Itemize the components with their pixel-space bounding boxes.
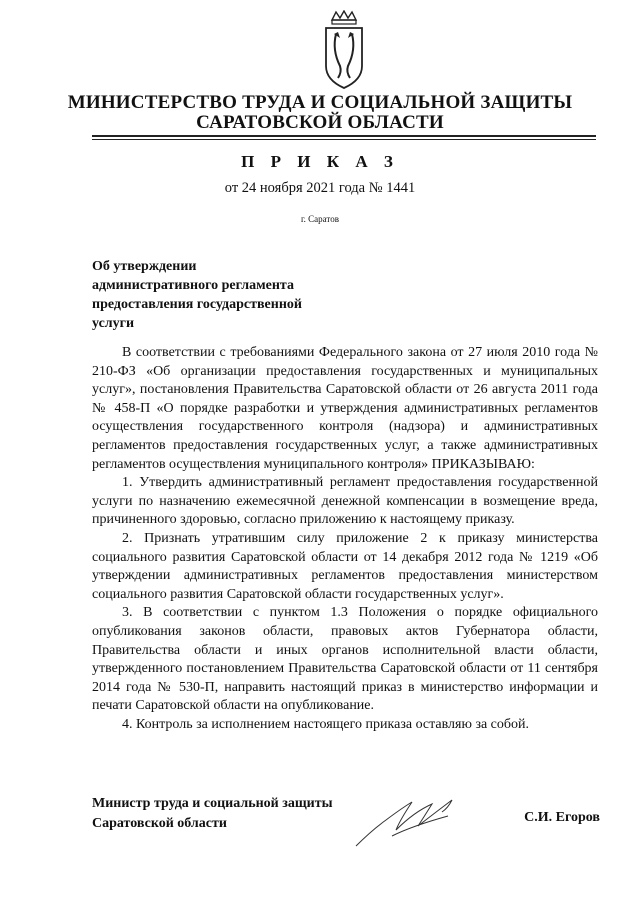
subject-line: Об утверждении xyxy=(92,259,197,274)
preamble-paragraph: В соответствии с требованиями Федерального закона от 27 июля 2010 года № 210-ФЗ «Об организации предоставления государственных и муниципальных услуг», постановления Правительства Саратовской области от 26 августа 2011 года № 458-П «О порядке разработки и утверждения административных регламентов осуществления государственного контроля (надзора) и административных регламентов предоставления государственных услуг, а также административных регламентов осуществления муниципального контроля» ПРИКАЗЫВАЮ: xyxy=(92,345,598,472)
order-date-number: от 24 ноября 2021 года № 1441 xyxy=(224,180,416,196)
signatory-name: С.И. Егоров xyxy=(524,810,600,825)
order-item-4: 4. Контроль за исполнением настоящего приказа оставляю за собой. xyxy=(122,716,530,732)
header-divider-thick xyxy=(92,135,596,137)
order-item-1: 1. Утвердить административный регламент предоставления государственной услуги по назначению ежемесячной денежной компенсации в возмещение вреда, причиненного здоровью, согласно приложению к настоящему приказу. xyxy=(92,475,598,528)
subject-line: предоставления государственной xyxy=(92,297,302,312)
order-item-2: 2. Признать утратившим силу приложение 2 к приказу министерства социального развития Саратовской области от 14 декабря 2012 года № 1219 «Об утверждении административных регламентов предоставления министерством социального развития Саратовской области государственных услуг». xyxy=(92,530,598,602)
position-line: Саратовской области xyxy=(92,816,227,831)
subject-line: услуги xyxy=(92,316,135,331)
order-item-3: 3. В соответствии с пунктом 1.3 Положения о порядке официального опубликования законов области, правовых актов Губернатора области, Правительства области и иных органов исполнительной власти области, утвержденного постановлением Правительства Саратовской области от 11 сентября 2014 года № 530-П, направить настоящий приказ в министерство информации и печати Саратовской области на опубликование. xyxy=(92,605,598,714)
ministry-name-line1: МИНИСТЕРСТВО ТРУДА И СОЦИАЛЬНОЙ ЗАЩИТЫ xyxy=(67,92,573,113)
subject-line: административного регламента xyxy=(92,278,294,293)
header-divider-thin xyxy=(92,139,596,140)
order-body xyxy=(92,344,598,734)
position-line: Министр труда и социальной защиты xyxy=(92,796,333,811)
signatory-position xyxy=(92,794,392,834)
order-subject xyxy=(92,257,392,333)
order-title: П Р И К А З xyxy=(241,152,399,171)
coat-of-arms-emblem xyxy=(322,10,366,90)
order-city: г. Саратов xyxy=(301,214,339,224)
handwritten-signature xyxy=(352,790,462,850)
ministry-name-line2: САРАТОВСКОЙ ОБЛАСТИ xyxy=(196,112,444,133)
